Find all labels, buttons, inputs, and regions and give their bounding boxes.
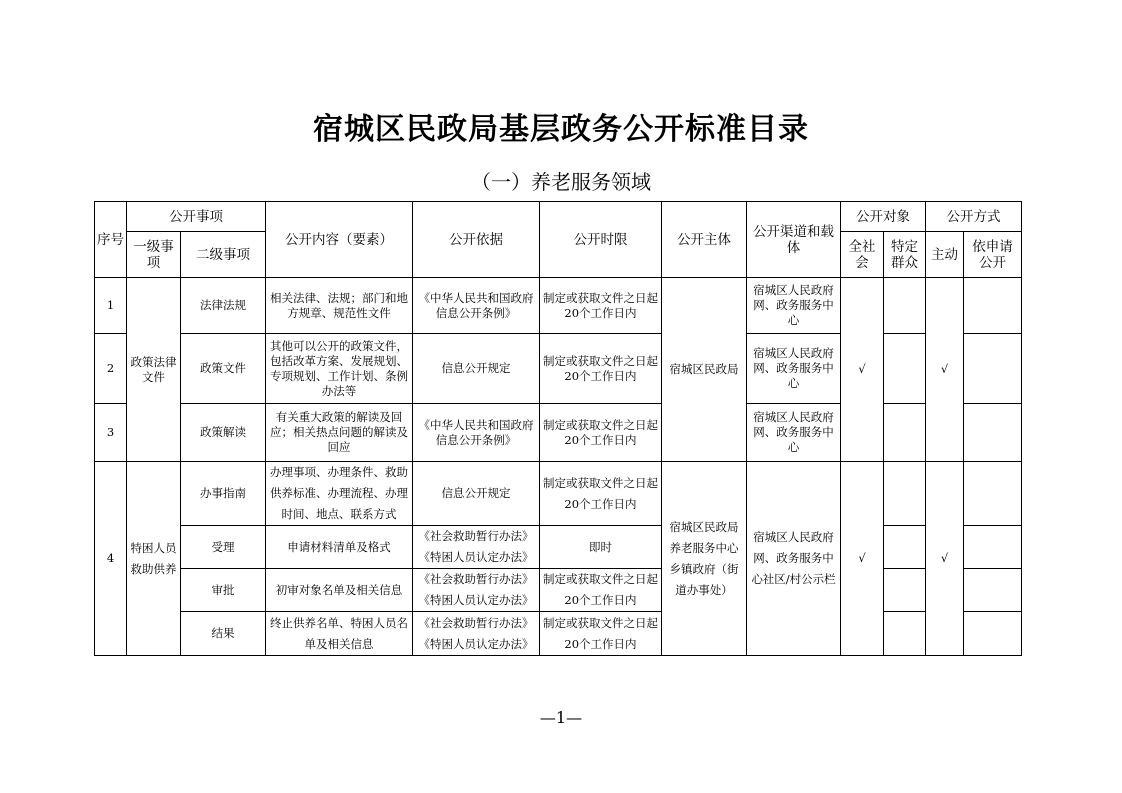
header-target-specific: 特定群众 [884, 232, 926, 278]
cell-target-specific [884, 526, 926, 569]
row-basis: 信息公开规定 [413, 462, 540, 526]
check-method-active: √ [926, 462, 964, 656]
row-seq: 4 [95, 462, 127, 656]
row-basis: 《中华人民共和国政府信息公开条例》 [413, 278, 540, 334]
row-channel: 宿城区人民政府网、政务服务中心社区/村公示栏 [747, 462, 841, 656]
row-time-limit: 制定或获取文件之日起20个工作日内 [540, 404, 662, 462]
cell-method-request [964, 569, 1022, 612]
check-method-active: √ [926, 278, 964, 462]
section-subtitle: （一）养老服务领域 [471, 170, 651, 194]
row-time-limit: 制定或获取文件之日起20个工作日内 [540, 278, 662, 334]
row-channel: 宿城区人民政府网、政务服务中心 [747, 404, 841, 462]
header-method-request: 依申请公开 [964, 232, 1022, 278]
table-row [95, 462, 1022, 526]
cell-target-specific [884, 404, 926, 462]
row-basis: 《社会救助暂行办法》《特困人员认定办法》 [413, 569, 540, 612]
row-content: 申请材料清单及格式 [266, 526, 413, 569]
header-target-all: 全社会 [841, 232, 884, 278]
row-basis: 《社会救助暂行办法》《特困人员认定办法》 [413, 612, 540, 656]
header-channel: 公开渠道和载体 [747, 202, 841, 278]
catalog-table [94, 201, 1022, 656]
check-target-all: √ [841, 278, 884, 462]
row-seq: 2 [95, 334, 127, 404]
row-seq: 3 [95, 404, 127, 462]
page-number: —1— [539, 708, 583, 727]
table-row [95, 278, 1022, 334]
row-level1: 特困人员救助供养 [127, 462, 181, 656]
row-basis: 《社会救助暂行办法》《特困人员认定办法》 [413, 526, 540, 569]
row-time-limit: 制定或获取文件之日起20个工作日内 [540, 612, 662, 656]
header-time-limit: 公开时限 [540, 202, 662, 278]
cell-target-specific [884, 569, 926, 612]
header-level1: 一级事项 [127, 232, 181, 278]
row-level2: 政策解读 [181, 404, 266, 462]
header-target: 公开对象 [841, 202, 926, 232]
cell-method-request [964, 404, 1022, 462]
header-level2: 二级事项 [181, 232, 266, 278]
row-level2: 办事指南 [181, 462, 266, 526]
document-title: 宿城区民政局基层政务公开标准目录 [313, 112, 809, 147]
row-time-limit: 制定或获取文件之日起20个工作日内 [540, 569, 662, 612]
row-basis: 《中华人民共和国政府信息公开条例》 [413, 404, 540, 462]
cell-method-request [964, 526, 1022, 569]
cell-target-specific [884, 612, 926, 656]
row-content: 有关重大政策的解读及回应；相关热点问题的解读及回应 [266, 404, 413, 462]
row-level1: 政策法律文件 [127, 278, 181, 462]
row-content: 终止供养名单、特困人员名单及相关信息 [266, 612, 413, 656]
row-channel: 宿城区人民政府网、政务服务中心 [747, 334, 841, 404]
header-subject: 公开主体 [662, 202, 747, 278]
cell-target-specific [884, 462, 926, 526]
row-level2: 法律法规 [181, 278, 266, 334]
header-seq: 序号 [95, 202, 127, 278]
row-subject: 宿城区民政局养老服务中心乡镇政府（街道办事处） [662, 462, 747, 656]
row-seq: 1 [95, 278, 127, 334]
row-level2: 政策文件 [181, 334, 266, 404]
header-method: 公开方式 [926, 202, 1022, 232]
row-basis: 信息公开规定 [413, 334, 540, 404]
header-content: 公开内容（要素） [266, 202, 413, 278]
row-level2: 审批 [181, 569, 266, 612]
header-basis: 公开依据 [413, 202, 540, 278]
row-subject: 宿城区民政局 [662, 278, 747, 462]
cell-target-specific [884, 278, 926, 334]
header-items: 公开事项 [127, 202, 266, 232]
row-content: 相关法律、法规；部门和地方规章、规范性文件 [266, 278, 413, 334]
cell-method-request [964, 278, 1022, 334]
cell-method-request [964, 612, 1022, 656]
row-time-limit: 制定或获取文件之日起20个工作日内 [540, 334, 662, 404]
cell-target-specific [884, 334, 926, 404]
row-time-limit: 制定或获取文件之日起20个工作日内 [540, 462, 662, 526]
header-method-active: 主动 [926, 232, 964, 278]
row-content: 其他可以公开的政策文件，包括改革方案、发展规划、专项规划、工作计划、条例办法等 [266, 334, 413, 404]
cell-method-request [964, 334, 1022, 404]
row-level2: 受理 [181, 526, 266, 569]
row-content: 初审对象名单及相关信息 [266, 569, 413, 612]
row-content: 办理事项、办理条件、救助供养标准、办理流程、办理时间、地点、联系方式 [266, 462, 413, 526]
row-level2: 结果 [181, 612, 266, 656]
cell-method-request [964, 462, 1022, 526]
row-time-limit: 即时 [540, 526, 662, 569]
row-channel: 宿城区人民政府网、政务服务中心 [747, 278, 841, 334]
check-target-all: √ [841, 462, 884, 656]
